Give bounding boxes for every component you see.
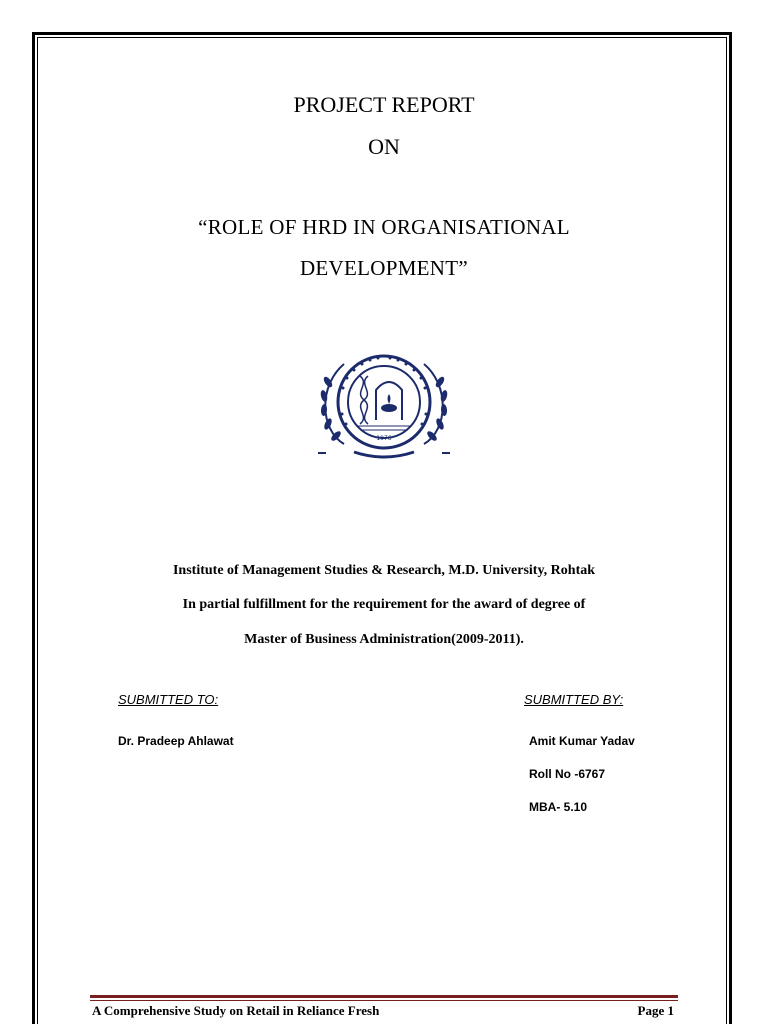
report-heading-on: ON bbox=[368, 134, 400, 159]
roll-number: Roll No -6767 bbox=[529, 767, 606, 781]
report-title-line1: “ROLE OF HRD IN ORGANISATIONAL bbox=[198, 215, 570, 239]
page-number: Page 1 bbox=[637, 1003, 674, 1018]
page-border-inner bbox=[37, 37, 727, 1024]
supervisor-name: Dr. Pradeep Ahlawat bbox=[118, 734, 234, 748]
degree-requirement: In partial fulfillment for the requirement for the award of degree of bbox=[182, 597, 586, 612]
degree-name: Master of Business Administration(2009-2011). bbox=[244, 632, 524, 647]
footer-rule bbox=[90, 995, 678, 998]
seal-year: 1976 bbox=[376, 435, 392, 442]
class-section: MBA- 5.10 bbox=[529, 800, 588, 814]
submitted-by-label: SUBMITTED BY: bbox=[524, 692, 624, 707]
institution-name: Institute of Management Studies & Research, M.D. University, Rohtak bbox=[172, 563, 596, 578]
submitted-to-label: SUBMITTED TO: bbox=[118, 692, 219, 707]
report-title-line2: DEVELOPMENT” bbox=[299, 256, 469, 280]
student-name: Amit Kumar Yadav bbox=[529, 734, 635, 748]
footer-rule-thin bbox=[90, 1000, 678, 1001]
university-seal-icon bbox=[314, 352, 454, 460]
report-heading: PROJECT REPORT bbox=[293, 92, 475, 117]
footer-title: A Comprehensive Study on Retail in Reliance Fresh bbox=[92, 1003, 380, 1018]
